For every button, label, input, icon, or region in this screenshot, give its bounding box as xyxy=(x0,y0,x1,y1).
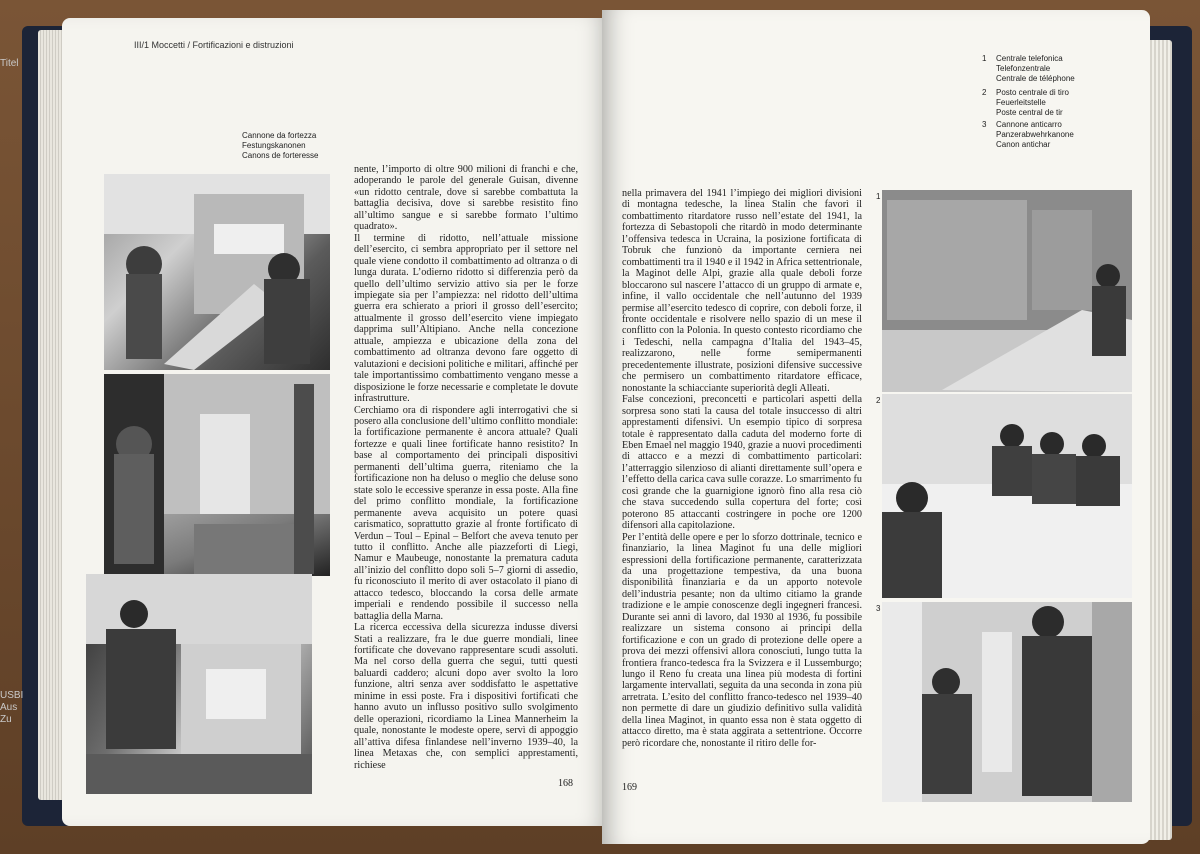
photo-caption-1: 1 Centrale telefonica Telefonzentrale Centrale de téléphone xyxy=(982,54,1075,83)
body-paragraph: nente, l’importo di oltre 900 milioni di franchi e che, adoperando le parole del generale Guisan, divenne «un ridotto centrale, dove si sarebbe combattuta la battaglia decisiva, dove si sarebbe resistito fino all’ultimo sangue e si sarebbe formato l’ultimo quadrato». xyxy=(354,164,578,233)
right-page xyxy=(602,10,1150,844)
antitank-cannon-photo xyxy=(882,602,1132,802)
left-page-body-text xyxy=(354,164,578,771)
body-paragraph: La ricerca eccessiva della sicurezza indusse diversi Stati a realizzare, fra le due guerre mondiali, linee fortificate che dovevano rappresentare scudi assoluti. Ma nel corso della guerra che seguì, tutti questi baluardi caddero; alcuni dopo aver svolto la loro funzione, altri senza aver soddisfatto le aspettative minime in essi poste. Fra i dispositivi fortificati che hanno avuto un influsso positivo sullo svolgimento delle operazioni, ricordiamo la Linea Mannerheim la quale, nonostante le modeste opere, servì di appoggio all’attiva difesa finlandese nell’inverno 1939–40, la linea Metaxas che, con semplici apprestamenti, richiese xyxy=(354,622,578,771)
body-paragraph: Cerchiamo ora di rispondere agli interrogativi che si posero alla conclusione dell’ultimo conflitto mondiale: la fortificazione permanente è ancora attuale? Quali fortezze e quali linee fortificate hanno resistito? In base al comportamento dei principali dispositivi permanenti dell’ultima guerra, riteniamo che la fortificazione non ha deluso o meglio che deluse sono state solo le eccessive speranze in essa poste. Alla fine del primo conflitto mondiale, la fortificazione permanente aveva acquisito un potere quasi carismatico, soprattutto grazie al fronte fortificato di Verdun – Toul – Epinal – Belfort che aveva tenuto per tutto il conflitto. Anche alle piazzeforti di Liegi, Namur e Maubeuge, nonostante la prematura caduta all’inizio del conflitto dopo soli 5–7 giorni di assedio, fu riconosciuto il merito di aver ostacolato il piano di attacco tedesco, bloccando la corsa delle armate imperiali e rendendo possibile il successo nella battaglia della Marna. xyxy=(354,404,578,622)
photo-caption: Cannone da fortezza Festungskanonen Canons de forteresse xyxy=(242,131,319,160)
page-number: 168 xyxy=(558,778,573,789)
photo-caption-3: 3 Cannone anticarro Panzerabwehrkanone Canon antichar xyxy=(982,120,1074,149)
running-header: III/1 Moccetti / Fortificazioni e distruzioni xyxy=(134,40,294,50)
figure-number-3: 3 xyxy=(876,604,881,613)
figure-number-2: 2 xyxy=(876,396,881,405)
body-paragraph: False concezioni, preconcetti e particolari aspetti della sorpresa sono stati la causa del totale insuccesso di altri apprestamenti difensivi. Un esempio tipico di sorpresa totale è rappresentato dalla caduta del moderno forte di Eben Emael nel maggio 1940, grazie a nuovi procedimenti di attacco e a mezzi di combattimento particolari: l’atterraggio silenzioso di alianti direttamente sull’opera e l’effetto della carica cava sulle corazze. Lo smarrimento fu così grande che la guarnigione ignorò fino alla resa ciò che stava succedendo sulla copertura del forte; così poterono 85 attaccanti costringere in poche ore 1200 difensori alla capitolazione. xyxy=(622,394,862,532)
fortress-cannon-photo-1 xyxy=(104,174,330,370)
fire-control-post-photo xyxy=(882,394,1132,598)
page-number: 169 xyxy=(622,782,637,793)
body-paragraph: Il termine di ridotto, nell’attuale missione dell’esercito, ci sembra appropriato per il settore nel quale viene condotto il combattimento ad oltranza o di lunga durata. L’odierno ridotto si differenzia però da quello dell’ultimo servizio attivo sia per le forze impiegate sia per l’ampiezza: nel ridotto dell’ultima guerra era schierato a priori il grosso dell’esercito; attualmente il grosso dell’esercito viene impiegato dapprima sull’Altipiano. Anche nella concezione attuale, ampiezza e ubicazione della zona del combattimento ad oltranza devono fare oggetto di valutazioni e decisioni politiche e militari, affinché per tale importantissimo combattimento vengano messe a disposizione le forze necessarie e completate le dovute infrastrutture. xyxy=(354,232,578,405)
left-page xyxy=(62,18,610,826)
figure-number-1: 1 xyxy=(876,192,881,201)
right-page-body-text xyxy=(622,188,862,749)
body-paragraph: Per l’entità delle opere e per lo sforzo dottrinale, tecnico e finanziario, la linea Maginot fu una delle migliori espressioni della fortificazione permanente, caratterizzata da una progettazione tempestiva, da una buona disponibilità finanziaria e da un apporto notevole dell’industria pesante; non da ultimo citiamo la grande tradizione e le ampie conoscenze degli ingegneri francesi. Durante sei anni di lavoro, dal 1930 al 1936, fu possibile realizzare un sistema consono ai principi della fortificazione e con un grado di protezione delle opere a prova dei mezzi offensivi allora conosciuti, lungo tutta la frontiera franco-tedesca fra la Svizzera e il Lussemburgo; lungo il Reno fu creata una linea più modesta di fortini largamente intervallati, seguita da una seconda in zona più arretrata. L’esito del conflitto franco-tedesco nel 1939–40 non permette di dare un giudizio definitivo sulla validità della linea Maginot, in quanto essa non è stata oggetto di attacco diretto, ma è stata aggirata a settentrione. Occorre però ricordare che, nonostante il ritiro delle for- xyxy=(622,531,862,749)
spine-label-top: Titel xyxy=(0,58,19,69)
spine-label-bottom: USBI Aus Zu xyxy=(0,690,24,725)
telephone-exchange-photo xyxy=(882,190,1132,392)
photo-caption-2: 2 Posto centrale di tiro Feuerleitstelle Poste central de tir xyxy=(982,88,1069,117)
fortress-cannon-photo-3 xyxy=(86,574,312,794)
fortress-cannon-photo-2 xyxy=(104,374,330,576)
body-paragraph: nella primavera del 1941 l’impiego dei migliori divisioni di montagna tedesche, la linea Stalin che favorì il combattimento ritardatore russo nell’estate del 1941, la fortezza di Sebastopoli che ritardò in modo determinante l’offensiva tedesca in Ucraina, la posizione fortificata di Tobruk che funzionò da importante cerniera nei combattimenti tra il 1940 e il 1942 in Africa settentrionale, la Maginot delle Alpi, grazie alla quale deboli forze bloccarono sul nascere l’attacco di un gruppo di armate e, infine, il vallo occidentale che nell’autunno del 1939 permise all’esercito tedesco di coprire, con deboli forze, il fronte occidentale e risolvere nello spazio di un mese il conflitto con la Polonia. In questo contesto ricordiamo che i Tedeschi, nella campagna d’Italia del 1943–45, realizzarono, nelle forme semipermanenti precedentemente illustrate, posizioni difensive successive che permisero un combattimento ritardatore efficace, nonostante la schiacciante superiorità degli Alleati. xyxy=(622,188,862,394)
